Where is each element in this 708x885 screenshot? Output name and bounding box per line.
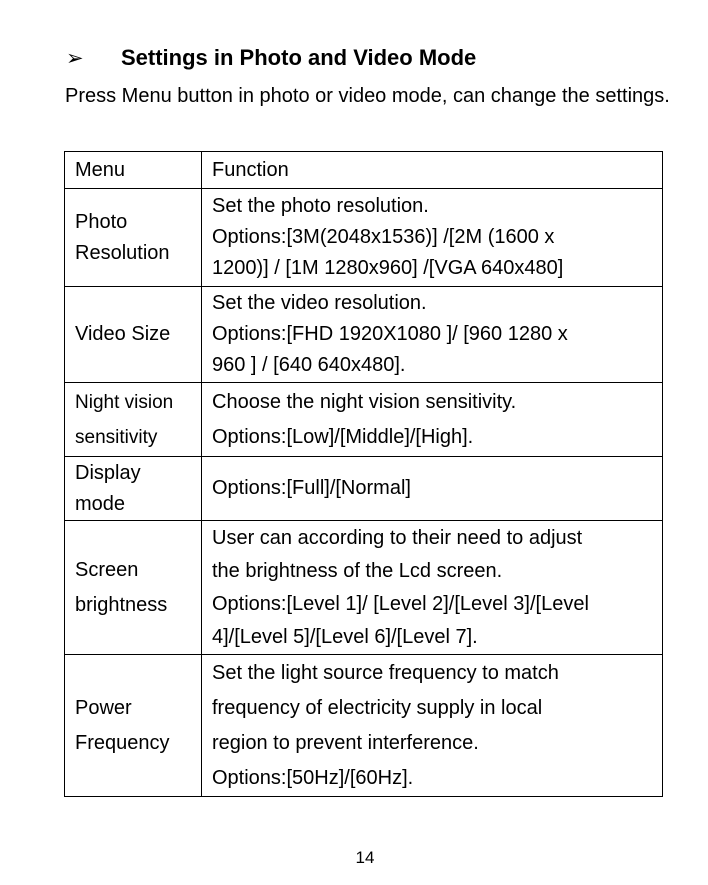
function-line: Options:[Level 1]/ [Level 2]/[Level 3]/[Level [212,592,589,615]
function-line: Choose the night vision sensitivity. [212,390,517,413]
menu-cell [65,521,202,655]
function-cell [202,655,663,797]
table-row-power-frequency [65,655,663,797]
menu-line: sensitivity [75,426,158,448]
function-cell [202,189,663,287]
table-row-screen-brightness [65,521,663,655]
function-line: 4]/[Level 5]/[Level 6]/[Level 7]. [212,625,478,648]
menu-cell [65,287,202,383]
function-line: 1200)] / [1M 1280x960] /[VGA 640x480] [212,257,564,279]
menu-line: mode [75,492,126,515]
menu-cell [65,189,202,287]
function-line: region to prevent interference. [212,731,479,754]
menu-line: Resolution [75,241,170,264]
function-line: Set the video resolution. [212,292,427,314]
function-line: Options:[3M(2048x1536)] /[2M (1600 x [212,226,555,248]
menu-line: Night vision [75,391,174,413]
table-header-row [65,152,663,189]
menu-line: brightness [75,593,168,616]
intro-paragraph: Press Menu button in photo or video mode, can change the settings. [65,85,670,107]
table-row-display-mode [65,457,663,521]
function-line: Set the light source frequency to match [212,661,559,684]
function-line: the brightness of the Lcd screen. [212,559,503,582]
menu-line: Power [75,696,132,719]
menu-line: Photo [75,210,128,233]
function-line: User can according to their need to adjust [212,526,583,549]
function-cell [202,287,663,383]
function-line: Set the photo resolution. [212,195,429,217]
menu-cell [65,383,202,457]
page-number: 14 [355,848,375,867]
function-line: Options:[Low]/[Middle]/[High]. [212,425,474,448]
menu-line: Video Size [75,323,171,345]
function-line: Options:[FHD 1920X1080 ]/ [960 1280 x [212,323,568,345]
function-cell [202,383,663,457]
settings-table [64,151,663,797]
table-row-photo-resolution [65,189,663,287]
function-line: 960 ] / [640 640x480]. [212,354,406,376]
function-cell [202,521,663,655]
menu-line: Screen [75,558,139,581]
section-title: Settings in Photo and Video Mode [121,45,477,70]
function-line: Options:[50Hz]/[60Hz]. [212,766,414,789]
function-cell [202,457,663,521]
menu-line: Frequency [75,731,170,754]
table-row-video-size [65,287,663,383]
table-row-night-vision [65,383,663,457]
section-heading [66,42,476,74]
header-function: Function [202,152,663,189]
menu-cell [65,655,202,797]
function-line: Options:[Full]/[Normal] [212,477,411,499]
menu-line: Display [75,461,141,484]
arrow-bullet-icon: ➢ [66,46,84,70]
menu-cell [65,457,202,521]
function-line: frequency of electricity supply in local [212,696,543,719]
header-menu: Menu [65,152,202,189]
